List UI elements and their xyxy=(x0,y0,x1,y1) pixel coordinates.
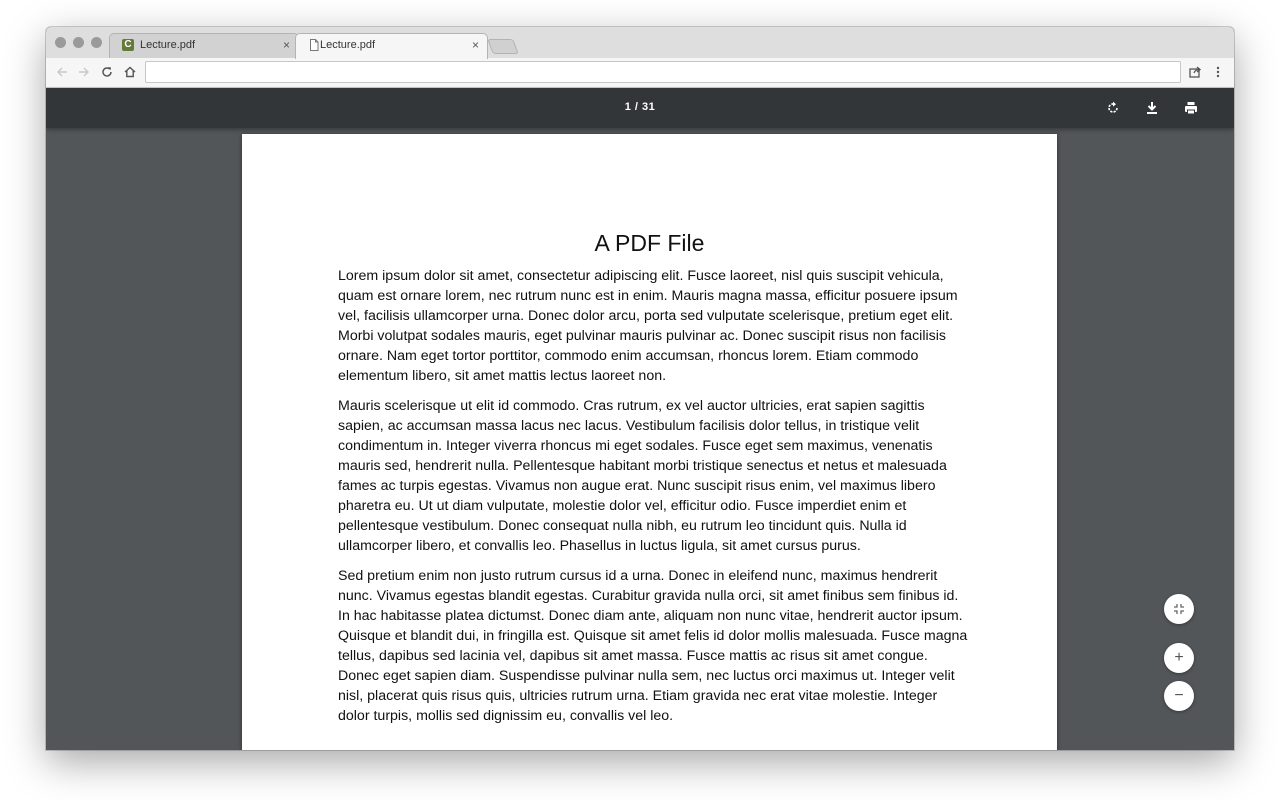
fit-to-page-button[interactable] xyxy=(1164,594,1194,624)
rotate-icon[interactable] xyxy=(1103,98,1123,118)
page-separator: / xyxy=(634,101,639,113)
pdf-toolbar xyxy=(46,88,1234,128)
paragraph: Lorem ipsum dolor sit amet, consectetur adipiscing elit. Fusce laoreet, nisl quis suscipit vehicula, quam est ornare lorem, nec rutrum nunc est in enim. Mauris magna massa, efficitur posuere ipsum vel, facilisis ullamcorper urna. Donec dolor arcu, porta sed vulputate scelerisque, pretium eget elit. Morbi volutpat sodales mauris, eget pulvinar mauris pulvinar ac. Donec suscipit risus non facilisis ornare. Nam eget tortor porttitor, commodo enim accumsan, rhoncus lorem. Etiam commodo elementum libero, sit amet mattis lectus laoreet non. xyxy=(338,268,958,384)
tab-lecture-1[interactable] xyxy=(109,33,299,58)
document-icon xyxy=(308,39,320,51)
fit-to-page-icon xyxy=(1172,602,1186,616)
document-body xyxy=(338,266,968,736)
new-tab-button[interactable] xyxy=(487,39,518,54)
reload-icon[interactable] xyxy=(98,62,116,82)
pdf-viewer[interactable] xyxy=(46,128,1234,750)
browser-window xyxy=(46,27,1234,750)
forward-icon[interactable] xyxy=(75,62,93,82)
tab-close-icon[interactable]: × xyxy=(282,38,290,52)
tab-lecture-2[interactable] xyxy=(295,33,488,59)
maximize-window-button[interactable] xyxy=(91,37,102,48)
minimize-window-button[interactable] xyxy=(73,37,84,48)
browser-toolbar xyxy=(46,58,1234,88)
menu-icon[interactable] xyxy=(1209,62,1227,82)
tab-close-icon[interactable]: × xyxy=(471,38,479,52)
print-icon[interactable] xyxy=(1181,98,1201,118)
pdf-page xyxy=(242,134,1057,750)
zoom-out-button[interactable]: − xyxy=(1164,681,1194,711)
favicon-c-icon: C xyxy=(122,39,134,51)
page-indicator xyxy=(46,88,1234,128)
total-pages: 31 xyxy=(642,101,656,113)
download-icon[interactable] xyxy=(1142,98,1162,118)
tab-title: Lecture.pdf xyxy=(320,39,376,51)
home-icon[interactable] xyxy=(121,62,139,82)
current-page-input[interactable]: 1 xyxy=(624,101,632,113)
tab-title: Lecture.pdf xyxy=(140,39,196,51)
zoom-in-button[interactable]: + xyxy=(1164,643,1194,673)
document-title: A PDF File xyxy=(594,230,705,256)
paragraph: Mauris scelerisque ut elit id commodo. Cras rutrum, ex vel auctor ultricies, erat sapien sagittis sapien, ac accumsan massa lacus nec lacus. Vestibulum facilisis dolor tellus, in tristique velit condimentum in. Integer viverra rhoncus mi eget sodales. Fusce eget sem maximus, venenatis mauris sed, hendrerit nulla. Pellentesque habitant morbi tristique senectus et netus et malesuada fames ac turpis egestas. Vivamus non augue erat. Nunc suscipit risus enim, vel maximus libero pharetra eu. Ut ut diam vulputate, molestie dolor vel, efficitur odio. Fusce imperdiet enim et pellentesque vestibulum. Donec consequat nulla nibh, eu rutrum leo tincidunt quis. Nulla id ullamcorper libero, et convallis leo. Phasellus in luctus ligula, sit amet cursus purus. xyxy=(338,398,947,554)
back-icon[interactable] xyxy=(53,62,71,82)
paragraph: Sed pretium enim non justo rutrum cursus id a urna. Donec in eleifend nunc, maximus hendrerit nunc. Vivamus egestas blandit egestas. Curabitur gravida nulla orci, sit amet finibus sem finibus id. In hac habitasse platea dictumst. Donec diam ante, aliquam non nunc vitae, hendrerit auctor ipsum. Quisque et blandit dui, in fringilla est. Quisque sit amet felis id dolor mollis malesuada. Fusce magna tellus, dapibus sed lacinia vel, dapibus sit amet massa. Fusce mattis ac risus sit amet congue. Donec eget sapien diam. Suspendisse pulvinar nulla sem, nec luctus orci maximus ut. Integer velit nisl, placerat quis risus quis, ultricies rutrum urna. Etiam gravida nec erat vitae molestie. Integer dolor turpis, mollis sed dignissim eu, convallis vel leo. xyxy=(338,568,968,724)
share-icon[interactable] xyxy=(1186,62,1204,82)
address-bar[interactable] xyxy=(145,61,1181,83)
close-window-button[interactable] xyxy=(55,37,66,48)
tab-strip xyxy=(46,27,1234,59)
